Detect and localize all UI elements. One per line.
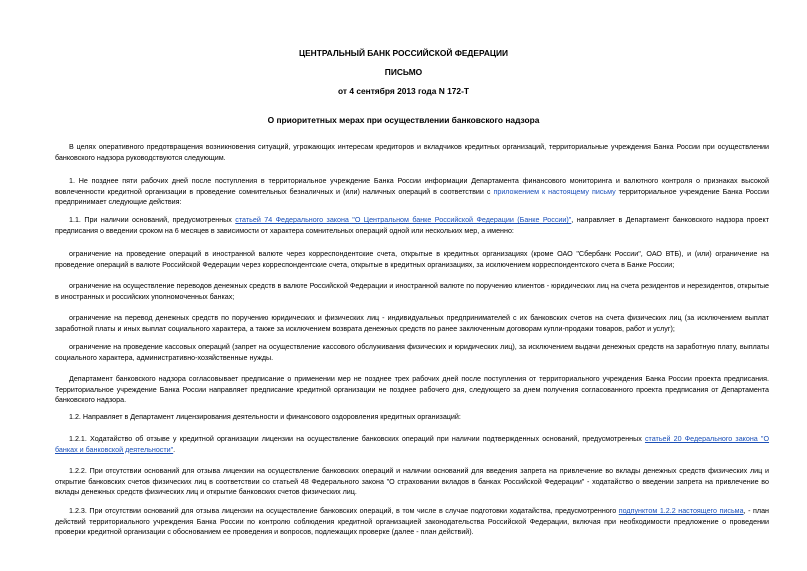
appendix-link[interactable]: приложением к настоящему письму [493, 187, 616, 196]
measure-cash-operations: ограничение на проведение кассовых операций (запрет на осуществление кассового обслуживания физических и юридических лиц), за исключением выдачи денежных средств на заработную плату, выплаты социального характера, административно-хозяйственные нужды. [55, 343, 769, 362]
measure-transfers: ограничение на осуществление переводов денежных средств в валюте Российской Федерации и иностранной валюте по поручению клиентов - юридических лиц на счета резидентов и нерезидентов, открытые в иностранных и российских уполномоченных банках; [55, 282, 769, 301]
paragraph-1-2-1: 1.2.1. Ходатайство об отзыве у кредитной организации лицензии на осуществление банковских операций при наличии подтвержденных оснований, предусмотренных статьей 20 Федерального закона "О банках и банковской деятельности". [55, 435, 770, 454]
paragraph-1-1: 1.1. При наличии оснований, предусмотренных статьей 74 Федерального закона "О Центральном банке Российской Федерации (Банке России)", направляет в Департамент банковского надзора проект предписания о введении сроком на 6 месяцев в зависимости от характера сомнительных операций одной или нескольких мер, а именно: [55, 216, 770, 235]
organization-title: ЦЕНТРАЛЬНЫЙ БАНК РОССИЙСКОЙ ФЕДЕРАЦИИ [298, 48, 509, 58]
paragraph-1-2-2: 1.2.2. При отсутствии оснований для отзыва лицензии на осуществление банковских операций и наличии оснований для введения запрета на привлечение во вклады денежных средств физических лиц и открытие банковских счетов физических лиц в соответствии со статьей 48 Федерального закона "О страховании вкладов в банках Российской Федерации" - ходатайство о введении запрета на привлечение во вклады денежных средств физических лиц и открытие банковских счетов физических лиц. [55, 467, 769, 497]
paragraph-1-2: 1.2. Направляет в Департамент лицензирования деятельности и финансового оздоровления кредитных организаций: [69, 413, 461, 421]
document-subject: О приоритетных мерах при осуществлении банковского надзора [267, 115, 540, 125]
intro-paragraph: В целях оперативного предотвращения возникновения ситуаций, угрожающих интересам кредиторов и вкладчиков кредитных организаций, территориальные учреждения Банка России при осуществлении банковского надзора руководствуются следующим. [55, 143, 769, 162]
approval-paragraph: Департамент банковского надзора согласовывает предписание о применении мер не позднее трех рабочих дней после поступления от территориального учреждения Банка России проекта предписания. Территориальное учреждение Банка России направляет предписание кредитной организации не позднее рабочего дня, следующего за днем получения согласованного проекта предписания от Департамента банковского надзора. [55, 375, 769, 405]
paragraph-1: 1. Не позднее пяти рабочих дней после поступления в территориальное учреждение Банка России информации Департамента финансового мониторинга и валютного контроля о признаках высокой вовлеченности кредитной организации в проведение сомнительных безналичных и (или) наличных операций в соответствии с приложением к настоящему письму территориальное учреждение Банка России предпринимает следующие действия: [55, 177, 769, 207]
document-date-number: от 4 сентября 2013 года N 172-Т [338, 86, 469, 96]
paragraph-1-2-3: 1.2.3. При отсутствии оснований для отзыва лицензии на осуществление банковских операций, в том числе в случае подготовки ходатайства, предусмотренного подпунктом 1.2.2 настоящего письма, - план действий территориального учреждения Банка России по контролю соблюдения кредитной организацией законодательства Российской Федерации, включая при необходимости предложение о проведении проверки кредитной организации с обоснованием ее проведения и вопросов, подлежащих проверке (далее - план действий). [55, 507, 770, 537]
measure-currency-operations: ограничение на проведение операций в иностранной валюте через корреспондентские счета, открытые в кредитных организациях (кроме ОАО "Сбербанк России", ОАО ВТБ), и (или) ограничение на проведение операций в валюте Российской Федерации через корреспондентские счета, открытые в кредитных организациях, за исключением корреспондентского счета в Банке России; [55, 250, 769, 269]
document-type: ПИСЬМО [384, 67, 423, 77]
measure-individual-accounts: ограничение на перевод денежных средств по поручению юридических и физических лиц - индивидуальных предпринимателей с их банковских счетов на счета физических лиц (за исключением выплат заработной платы и иных выплат социального характера, а также за исключением возврата денежных средств по ранее заключенным договорам купли-продажи товаров, работ и услуг); [55, 314, 769, 333]
article-20-link[interactable]: статьей 20 Федерального закона "О банках и банковской деятельности" [55, 435, 770, 454]
article-74-link[interactable]: статьей 74 Федерального закона "О Центральном банке Российской Федерации (Банке России)" [235, 216, 572, 224]
subparagraph-1-2-2-link[interactable]: подпунктом 1.2.2 настоящего письма [618, 507, 744, 515]
